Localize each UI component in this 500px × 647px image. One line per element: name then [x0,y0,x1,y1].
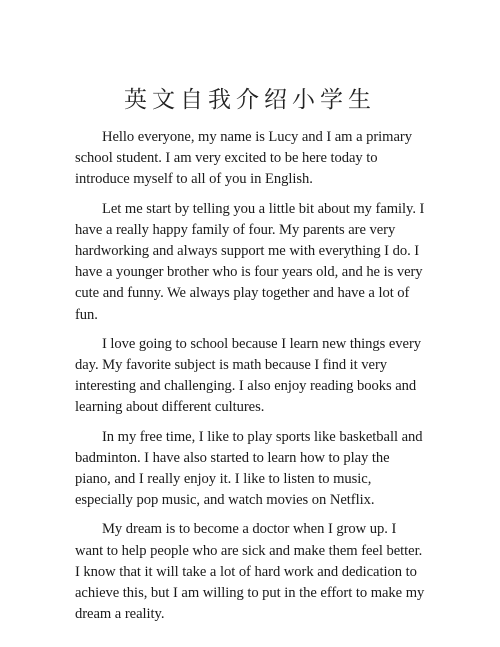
paragraph-intro: Hello everyone, my name is Lucy and I am a primary school student. I am very excited to be here today to introduce myself to all of you in English. [75,129,412,188]
paragraph-dream: My dream is to become a doctor when I grow up. I want to help people who are sick and make them feel better. I know that it will take a lot of hard work and dedication to achieve this, but I am willing to put in the effort to make my dream a reality. [75,521,425,623]
paragraph-school: I love going to school because I learn new things every day. My favorite subject is math because I find it very interesting and challenging. I also enjoy reading books and learning about different cultures. [75,335,422,416]
paragraph-family: Let me start by telling you a little bit about my family. I have a really happy family of four. My parents are very hardworking and always support me with everything I do. I have a younger brother who is four years old, and he is very cute and funny. We always play together and have a lot of fun. [75,200,425,323]
paragraph-hobbies: In my free time, I like to play sports like basketball and badminton. I have also started to learn how to play the piano, and I really enjoy it. I like to listen to music, especially pop music, and watch movies on Netflix. [75,428,423,509]
document-body [75,127,428,633]
document-title: 英文自我介绍小学生 [124,87,376,113]
